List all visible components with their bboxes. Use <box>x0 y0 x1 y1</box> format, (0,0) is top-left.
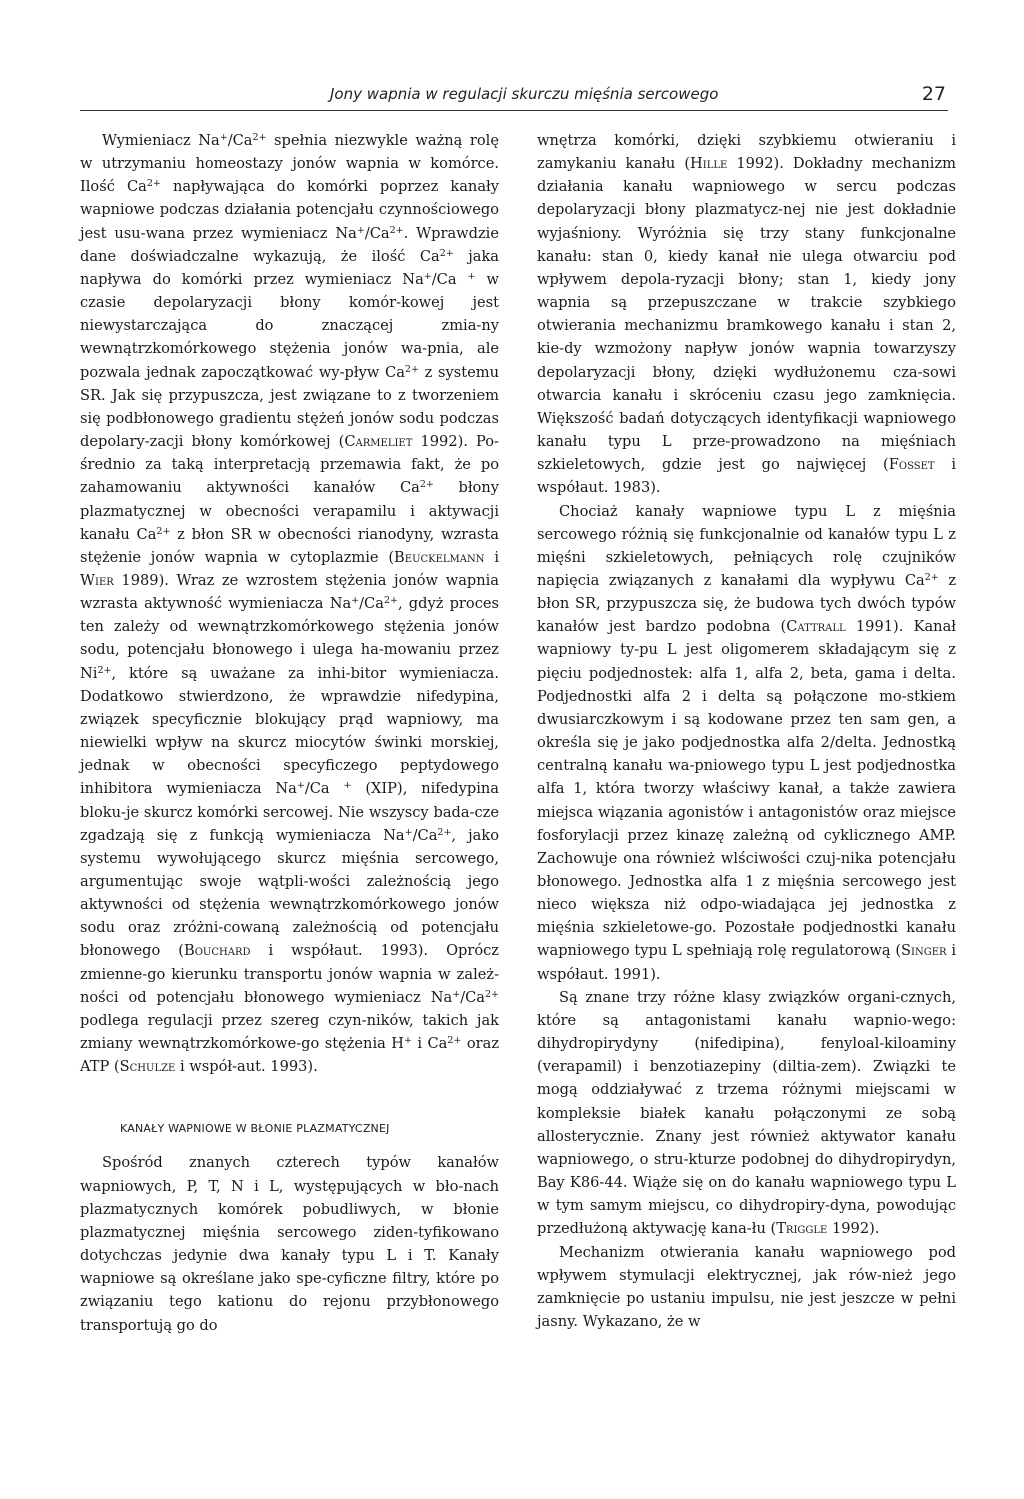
section-heading: KANAŁY WAPNIOWE W BŁONIE PLAZMATYCZNEJ <box>120 1122 390 1136</box>
running-header <box>80 84 948 111</box>
citation-author: Beuckelmann <box>394 548 485 566</box>
paragraph-antagonists: Są znane trzy różne klasy związków organi-cznych, które są antagonistami kanału wapnio-wego: dihydropirydyny (nifedipina), fenyloal-kiloaminy (verapamil) i benzotiazepiny (diltia-zem). Związki te mogą oddziaływać z trzema różnymi miejscami w kompleksie białek kanału połączonymi ze sobą allosterycznie. Znany jest również aktywator kanału wapniowego, o stru-kturze podobnej do dihydropirydyn, Bay K86-44. Wiąże się on do kanału wapniowego typu L w tym samym miejscu, co dihydropiry-dyna, powodując przedłużoną aktywację kana-łu (Triggle 1992). <box>537 988 956 1238</box>
page-number: 27 <box>921 83 946 105</box>
running-title: Jony wapnia w regulacji skurczu mięśnia sercowego <box>330 85 719 103</box>
citation-author: Fosset <box>888 456 935 474</box>
citation-author: Hille <box>690 155 728 173</box>
citation-author: Wier <box>80 571 114 589</box>
paragraph-channel-states: wnętrza komórki, dzięki szybkiemu otwieraniu i zamykaniu kanału (Hille 1992). Dokładny mechanizm działania kanału wapniowego w sercu podczas depolaryzacji błony plazmatycz-nej nie jest dokładnie wyjaśniony. Wyróżnia się trzy stany funkcjonalne kanału: stan 0, kiedy kanał nie ulega otwarciu pod wpływem depola-ryzacji błony; stan 1, kiedy jony wapnia są przepuszczane w trakcie szybkiego otwierania mechanizmu bramkowego kanału i stan 2, kie-dy wzmożony napływ jonów wapnia towarzyszy depolaryzacji błony, dzięki wydłużonemu cza-sowi otwarcia kanału i skróceniu czasu jego zamknięcia. Większość badań dotyczących identyfikacji wapniowego kanału typu L prze-prowadzono na mięśniach szkieletowych, gdzie jest go najwięcej (Fosset i współaut. 1983). <box>537 132 957 497</box>
citation-author: Schulze <box>119 1058 176 1076</box>
paragraph-mechanism: Mechanizm otwierania kanału wapniowego pod wpływem stymulacji elektrycznej, jak rów-nież jego zamknięcie po ustaniu impulsu, nie jest jeszcze w pełni jasny. Wykazano, że w <box>537 1243 956 1330</box>
citation-author: Bouchard <box>184 942 251 960</box>
citation-author: Cattrall <box>786 618 846 636</box>
paragraph-l-type-structure: Chociaż kanały wapniowe typu L z mięśnia sercowego różnią się funkcjonalnie od kanałów typu L z mięśni szkieletowych, pełniących rolę czujników napięcia związanych z kanałami dla wypływu $Ca^{2+}$ z błon SR, przypuszcza się, że budowa tych dwóch typów kanałów jest bardzo podobna (Cattrall 1991). Kanał wapniowy ty-pu L jest oligomerem składającym się z pięciu podjednostek: alfa 1, alfa 2, beta, gama i delta. Podjednostki alfa 2 i delta są połączone mo-stkiem dwusiarczkowym i są kodowane przez ten sam gen, a określa się je jako podjednostka alfa 2/delta. Jednostką centralną kanału wa-pniowego typu L jest podjednostka alfa 1, która tworzy właściwy kanał, a także zawiera miejsca wiązania agonistów i antagonistów oraz miejsce fosforylacji przez kinazę zależną od cyklicznego AMP. Zachowuje ona również wlściwości czuj-nika potencjału błonowego. Jednostka alfa 1 z mięśnia sercowego jest nieco większa niż odpo-wiadająca jej jednostka z mięśnia szkieletowe-go. Pozostałe podjednostki kanału wapniowego typu L spełniają rolę regulatorową (Singer i współaut. 1991). <box>537 502 957 983</box>
citation-author: Triggle <box>776 1220 828 1238</box>
citation-author: Singer <box>901 942 947 960</box>
left-column <box>80 129 499 1337</box>
citation-author: Carmeliet <box>344 433 413 451</box>
right-column <box>537 129 956 1333</box>
paragraph-calcium-channels: Spośród znanych czterech typów kanałów wapniowych, P, T, N i L, występujących w bło-nach plazmatycznych komórek pobudliwych, w błonie plazmatycznej mięśnia sercowego ziden-tyfikowano dotychczas jedynie dwa kanały typu L i T. Kanały wapniowe są określane jako spe-cyficzne filtry, które po związaniu tego kationu do rejonu przybłonowego transportują go do <box>80 1154 499 1334</box>
paragraph-exchanger: Wymieniacz $Na^+/Ca^{2+}$ spełnia niezwykle ważną rolę w utrzymaniu homeostazy jonów wapnia w komórce. Ilość $Ca^{2+}$ napływająca do komórki poprzez kanały wapniowe podczas działania potencjału czynnościowego jest usu-wana przez wymieniacz $Na^+/Ca^{2+}$. Wprawdzie dane doświadczalne wykazują, że ilość $Ca^{2+}$ jaka napływa do komórki przez wymieniacz Na+/Ca + w czasie depolaryzacji błony komór-kowej jest niewystarczająca do znaczącej zmia-ny wewnątrzkomórkowego stężenia jonów wa-pnia, ale pozwala jednak zapoczątkować wy-pływ $Ca^{2+}$ z systemu SR. Jak się przypuszcza, jest związane to z tworzeniem się podbłonowego gradientu stężeń jonów sodu podczas depolary-zacji błony komórkowej (Carmeliet 1992). Po-średnio za taką interpretacją przemawia fakt, że po zahamowaniu aktywności kanałów $Ca^{2+}$ błony plazmatycznej w obecności verapamilu i aktywacji kanału $Ca^{2+}$ z błon SR w obecności rianodyny, wzrasta stężenie jonów wapnia w cytoplazmie (Beuckelmann i Wier 1989). Wraz ze wzrostem stężenia jonów wapnia wzrasta aktywność wymieniacza $Na^+/Ca^{2+}$, gdyż proces ten zależy od wewnątrzkomórkowego stężenia jonów sodu, potencjału błonowego i ulega ha-mowaniu przez $Ni^{2+}$, które są uważane za inhi-bitor wymieniacza. Dodatkowo stwierdzono, że wprawdzie nifedypina, związek specyficznie blokujący prąd wapniowy, ma niewielki wpływ na skurcz miocytów świnki morskiej, jednak w obecności specyficzego peptydowego inhibitora wymieniacza Na+/Ca + (XIP), nifedypina bloku-je skurcz komórki sercowej. Nie wszyscy bada-cze zgadzają się z funkcją wymieniacza $Na^+/Ca^{2+}$, jako systemu wywołującego skurcz mięśnia sercowego, argumentując swoje wątpli-wości zależnością jego aktywności od stężenia wewnątrzkomórkowego jonów sodu oraz zróżni-cowaną zależnością od potencjału błonowego (Bouchard i współaut. 1993). Oprócz zmienne-go kierunku transportu jonów wapnia w zależ-ności od potencjału błonowego wymieniacz $Na^+/Ca^{2+}$ podlega regulacji przez szereg czyn-ników, takich jak zmiany wewnątrzkomórkowe-go stężenia H+ i $Ca^{2+}$ oraz ATP (Schulze i współ-aut. 1993). <box>80 132 500 1076</box>
